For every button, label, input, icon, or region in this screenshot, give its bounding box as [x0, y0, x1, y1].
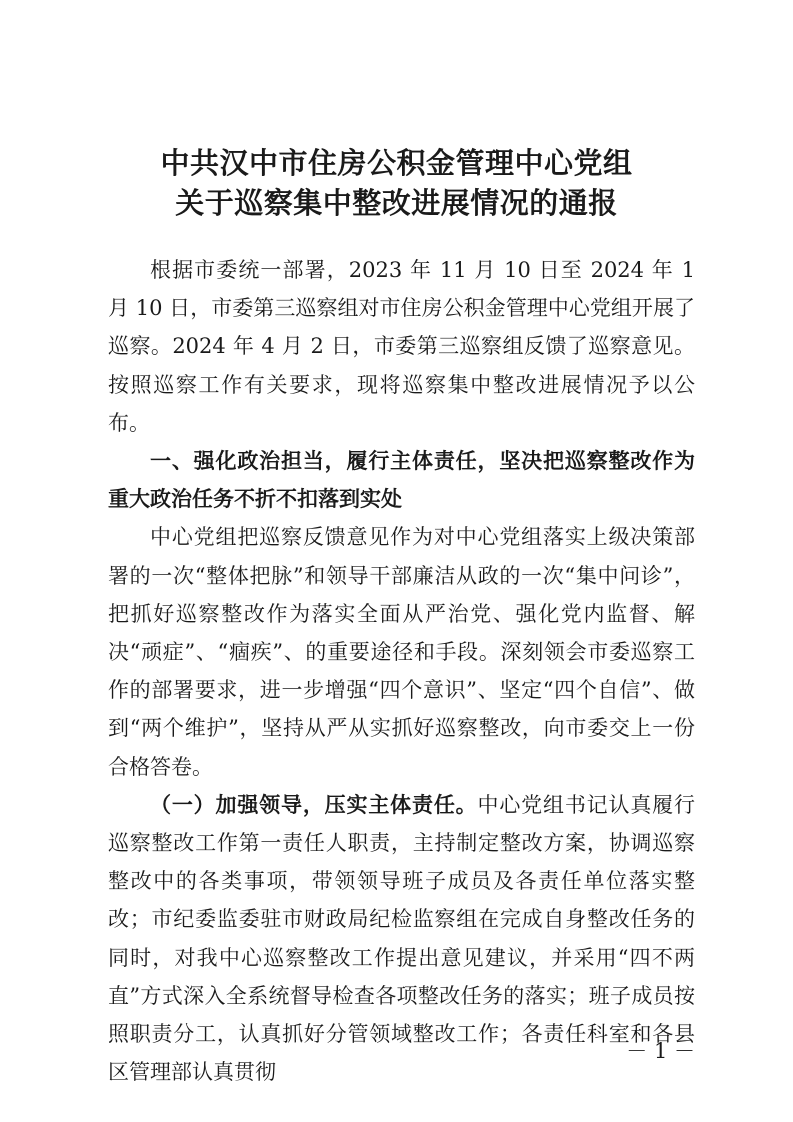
- section-1-paragraph: 中心党组把巡察反馈意见作为对中心党组落实上级决策部署的一次“整体把脉”和领导干部廉洁从政的一次“集中问诊”，把抓好巡察整改作为落实全面从严治党、强化党内监督、解决“顽症”、“痼疾”、的重要途径和手段。深刻领会市委巡察工作的部署要求，进一步增强“四个意识”、坚定“四个自信”、做到“两个维护”，坚持从严从实抓好巡察整改，向市委交上一份合格答卷。: [108, 525, 695, 779]
- page-number: － 1 －: [626, 1039, 695, 1063]
- document-title-line-1: 中共汉中市住房公积金管理中心党组: [160, 146, 633, 180]
- section-1-heading: 一、强化政治担当，履行主体责任，坚决把巡察整改作为重大政治任务不折不扣落到实处: [108, 449, 695, 512]
- intro-paragraph: 根据市委统一部署，2023 年 11 月 10 日至 2024 年 1 月 10 日，市委第三巡察组对市住房公积金管理中心党组开展了巡察。2024 年 4 月 2 日，市委第三巡察组反馈了巡察意见。按照巡察工作有关要求，现将巡察集中整改进展情况予以公布。: [108, 258, 695, 435]
- subsection-1-text: 中心党组书记认真履行巡察整改工作第一责任人职责，主持制定整改方案，协调巡察整改中的各类事项，带领领导班子成员及各责任单位落实整改；市纪委监委驻市财政局纪检监察组在完成自身整改任务的同时，对我中心巡察整改工作提出意见建议，并采用“四不两直”方式深入全系统督导检查各项整改任务的落实；班子成员按照职责分工，认真抓好分管领域整改工作；各责任科室和各县区管理部认真贯彻: [108, 792, 695, 1085]
- subsection-1-paragraph: [108, 786, 695, 1092]
- document-title-line-2: 关于巡察集中整改进展情况的通报: [175, 186, 618, 220]
- document-body: [108, 251, 695, 1091]
- subsection-1-heading: （一）加强领导，压实主体责任。: [150, 792, 478, 817]
